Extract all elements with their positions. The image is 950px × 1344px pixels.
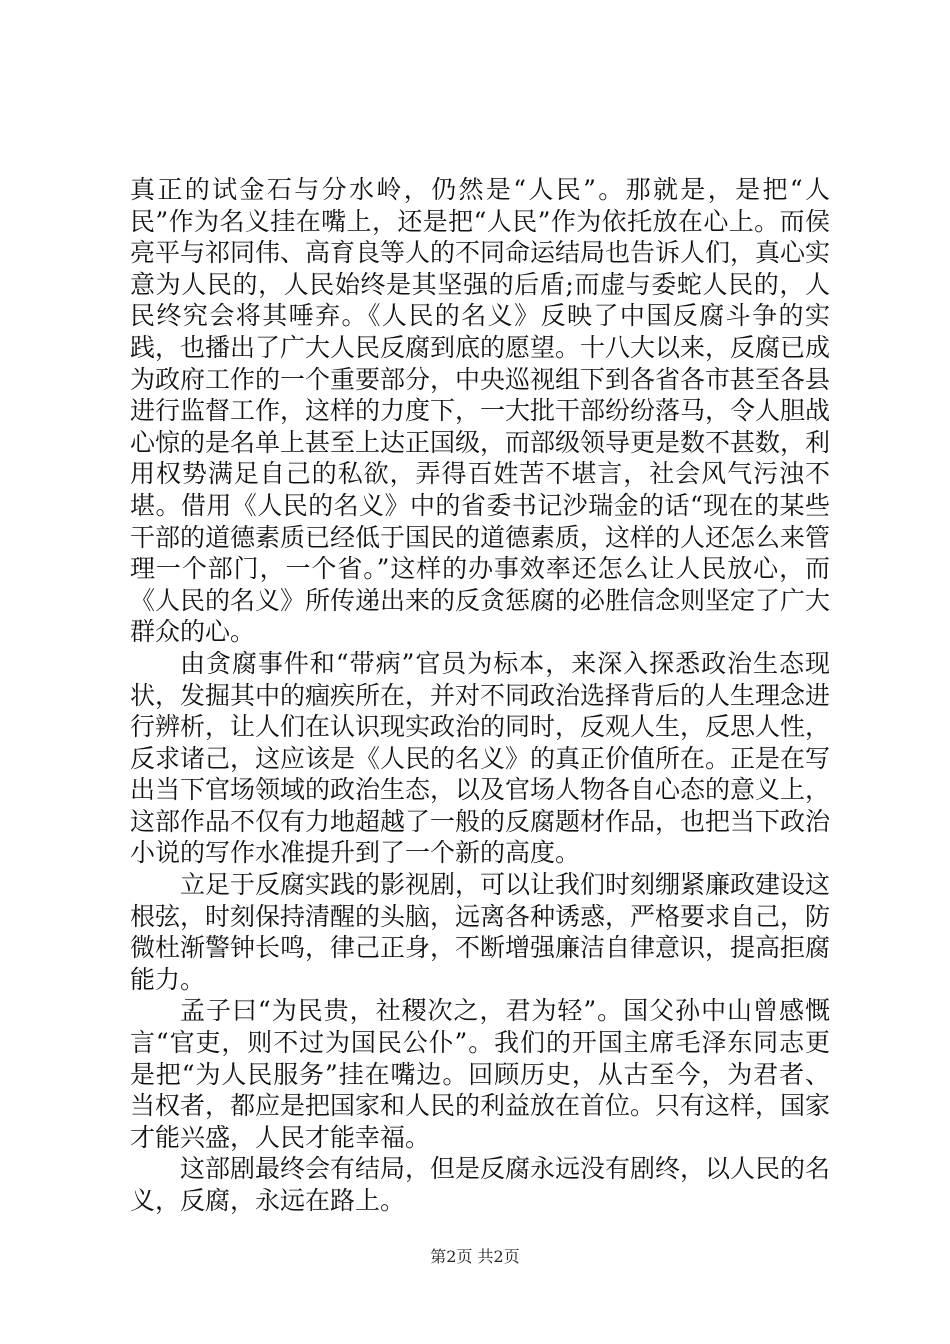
paragraph-2: 由贪腐事件和“带病”官员为标本，来深入探悉政治生态现状，发掘其中的痼疾所在，并对不同政治选择背后的人生理念进行辨析，让人们在认识现实政治的同时，反观人生，反思人性，反求诸己，这应该是《人民的名义》的真正价值所在。正是在写出当下官场领域的政治生态，以及官场人物各自心态的意义上，这部作品不仅有力地超越了一般的反腐题材作品，也把当下政治小说的写作水准提升到了一个新的高度。 — [130, 648, 831, 868]
paragraph-4: 孟子曰“为民贵，社稷次之，君为轻”。国父孙中山曾感慨言“官吏，则不过为国民公仆”。我们的开国主席毛泽东同志更是把“为人民服务”挂在嘴边。回顾历史，从古至今，为君者、当权者，都应是把国家和人民的利益放在首位。只有这样，国家才能兴盛，人民才能幸福。 — [130, 996, 831, 1152]
page-number: 第2页 共2页 — [430, 1247, 520, 1266]
paragraph-1: 真正的试金石与分水岭，仍然是“人民”。那就是，是把“人民”作为名义挂在嘴上，还是把“人民”作为依托放在心上。而侯亮平与祁同伟、高育良等人的不同命运结局也告诉人们，真心实意为人民的，人民始终是其坚强的后盾;而虚与委蛇人民的，人民终究会将其唾弃。《人民的名义》反映了中国反腐斗争的实践，也播出了广大人民反腐到底的愿望。十八大以来，反腐已成为政府工作的一个重要部分，中央巡视组下到各省各市甚至各县进行监督工作，这样的力度下，一大批干部纷纷落马，令人胆战心惊的是名单上甚至上达正国级，而部级领导更是数不甚数，利用权势满足自己的私欲，弄得百姓苦不堪言，社会风气污浊不堪。借用《人民的名义》中的省委书记沙瑞金的话“现在的某些干部的道德素质已经低于国民的道德素质，这样的人还怎么来管理一个部门，一个省。”这样的办事效率还怎么让人民放心，而《人民的名义》所传递出来的反贪惩腐的必胜信念则坚定了广大群众的心。 — [130, 175, 831, 647]
page-footer — [0, 1244, 950, 1267]
document-body — [130, 174, 830, 1217]
paragraph-3: 立足于反腐实践的影视剧，可以让我们时刻绷紧廉政建设这根弦，时刻保持清醒的头脑，远离各种诱惑，严格要求自己，防微杜渐警钟长鸣，律己正身，不断增强廉洁自律意识，提高拒腐能力。 — [130, 870, 831, 994]
paragraph-5: 这部剧最终会有结局，但是反腐永远没有剧终，以人民的名义，反腐，永远在路上。 — [130, 1154, 831, 1215]
